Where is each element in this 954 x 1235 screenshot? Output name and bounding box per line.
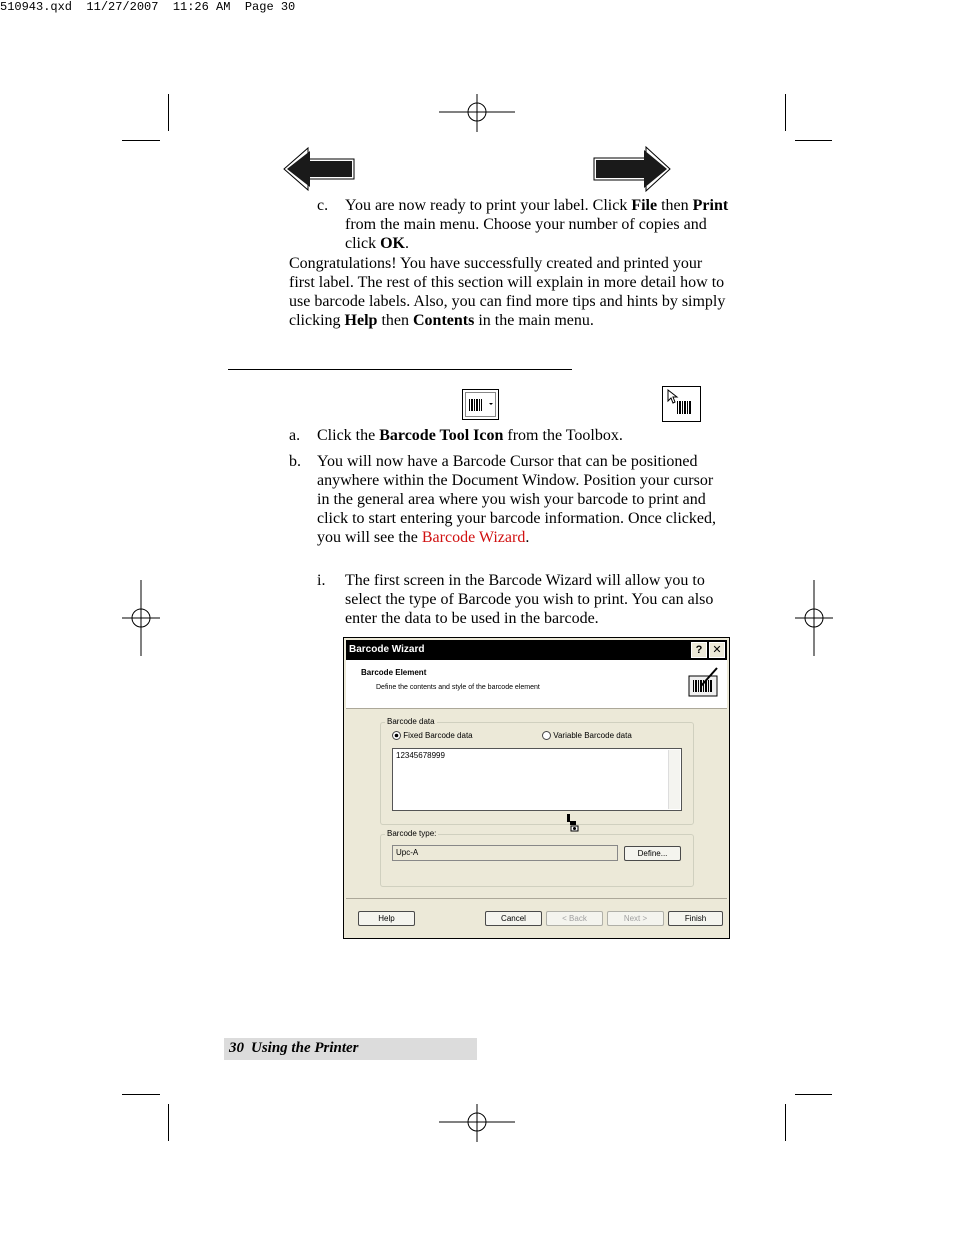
barcode-wizard-link[interactable]: Barcode Wizard — [421, 529, 526, 546]
step-a-marker: a. — [289, 427, 301, 444]
registration-mark — [795, 580, 833, 656]
crop-mark — [785, 1104, 786, 1141]
radio-variable-label: Variable Barcode data — [553, 731, 632, 740]
dialog-title: Barcode Wizard — [349, 644, 425, 655]
radio-fixed-label: Fixed Barcode data — [403, 731, 473, 740]
barcode-data-label: Barcode data — [387, 717, 435, 726]
dialog-header — [346, 660, 727, 709]
barcode-wizard-dialog — [343, 637, 730, 939]
step-c-text: You are now ready to print your label. Click File then Print from the main menu. Choose your number of copies and click OK. — [345, 197, 729, 252]
left-arrow-icon[interactable] — [282, 146, 356, 192]
section-name: Using the Printer — [251, 1040, 359, 1056]
crop-mark — [168, 1104, 169, 1141]
barcode-data-textarea[interactable] — [392, 748, 682, 811]
radio-variable[interactable] — [542, 731, 632, 740]
dialog-titlebar — [346, 640, 727, 660]
textarea-scrollbar[interactable] — [668, 750, 680, 809]
step-i-text: The first screen in the Barcode Wizard will allow you to select the type of Barcode you wish to print. You can also enter the data to be used in the barcode. — [345, 572, 714, 627]
page-footer — [224, 1038, 477, 1060]
congratulations-paragraph: Congratulations! You have successfully created and printed your first label. The rest of this section will explain in more detail how to use barcode labels. Also, you can find more tips and hints by simply clicking Help then Contents in the main menu. — [289, 255, 726, 329]
registration-mark — [122, 580, 160, 656]
registration-mark — [439, 1104, 515, 1142]
crop-mark — [795, 1094, 832, 1095]
header-subtitle: Define the contents and style of the barcode element — [376, 684, 540, 691]
barcode-data-value: 12345678999 — [396, 751, 445, 760]
barcode-wizard-icon — [687, 666, 721, 700]
section-divider — [228, 369, 572, 370]
cancel-button[interactable]: Cancel — [485, 911, 542, 926]
registration-mark — [439, 94, 515, 132]
crop-mark — [122, 140, 160, 141]
barcode-type-value: Upc-A — [396, 848, 419, 857]
barcode-cursor-icon — [662, 386, 701, 422]
step-c-marker: c. — [317, 197, 329, 214]
barcode-tool-icon[interactable] — [462, 389, 499, 420]
step-a-text: Click the Barcode Tool Icon from the Toolbox. — [317, 427, 623, 444]
step-i-marker: i. — [317, 572, 326, 589]
crop-mark — [168, 94, 169, 131]
finish-button[interactable]: Finish — [668, 911, 723, 926]
crop-mark — [795, 140, 832, 141]
dialog-separator — [346, 898, 727, 899]
radio-fixed[interactable] — [392, 731, 473, 740]
crop-mark — [785, 94, 786, 131]
back-button[interactable]: < Back — [546, 911, 603, 926]
crop-mark — [122, 1094, 160, 1095]
close-icon[interactable]: ✕ — [709, 642, 725, 658]
header-title: Barcode Element — [361, 668, 427, 677]
hand-cursor-icon — [566, 814, 580, 832]
page-number: 30 — [229, 1040, 244, 1056]
help-button[interactable]: Help — [358, 911, 415, 926]
barcode-type-label: Barcode type: — [387, 829, 437, 838]
define-button[interactable]: Define... — [624, 846, 681, 861]
help-icon[interactable]: ? — [691, 642, 707, 658]
next-button[interactable]: Next > — [607, 911, 664, 926]
right-arrow-icon[interactable] — [592, 145, 672, 193]
printer-slug: 510943.qxd 11/27/2007 11:26 AM Page 30 — [0, 0, 296, 14]
step-b-text: You will now have a Barcode Cursor that can be positioned anywhere within the Document Window. Position your cursor in the general area where you wish your barcode to print and click to start entering your barcode information. Once clicked, you will see the Barcode Wizard. — [317, 453, 716, 546]
barcode-type-field[interactable] — [392, 845, 618, 861]
step-b-marker: b. — [289, 453, 301, 470]
